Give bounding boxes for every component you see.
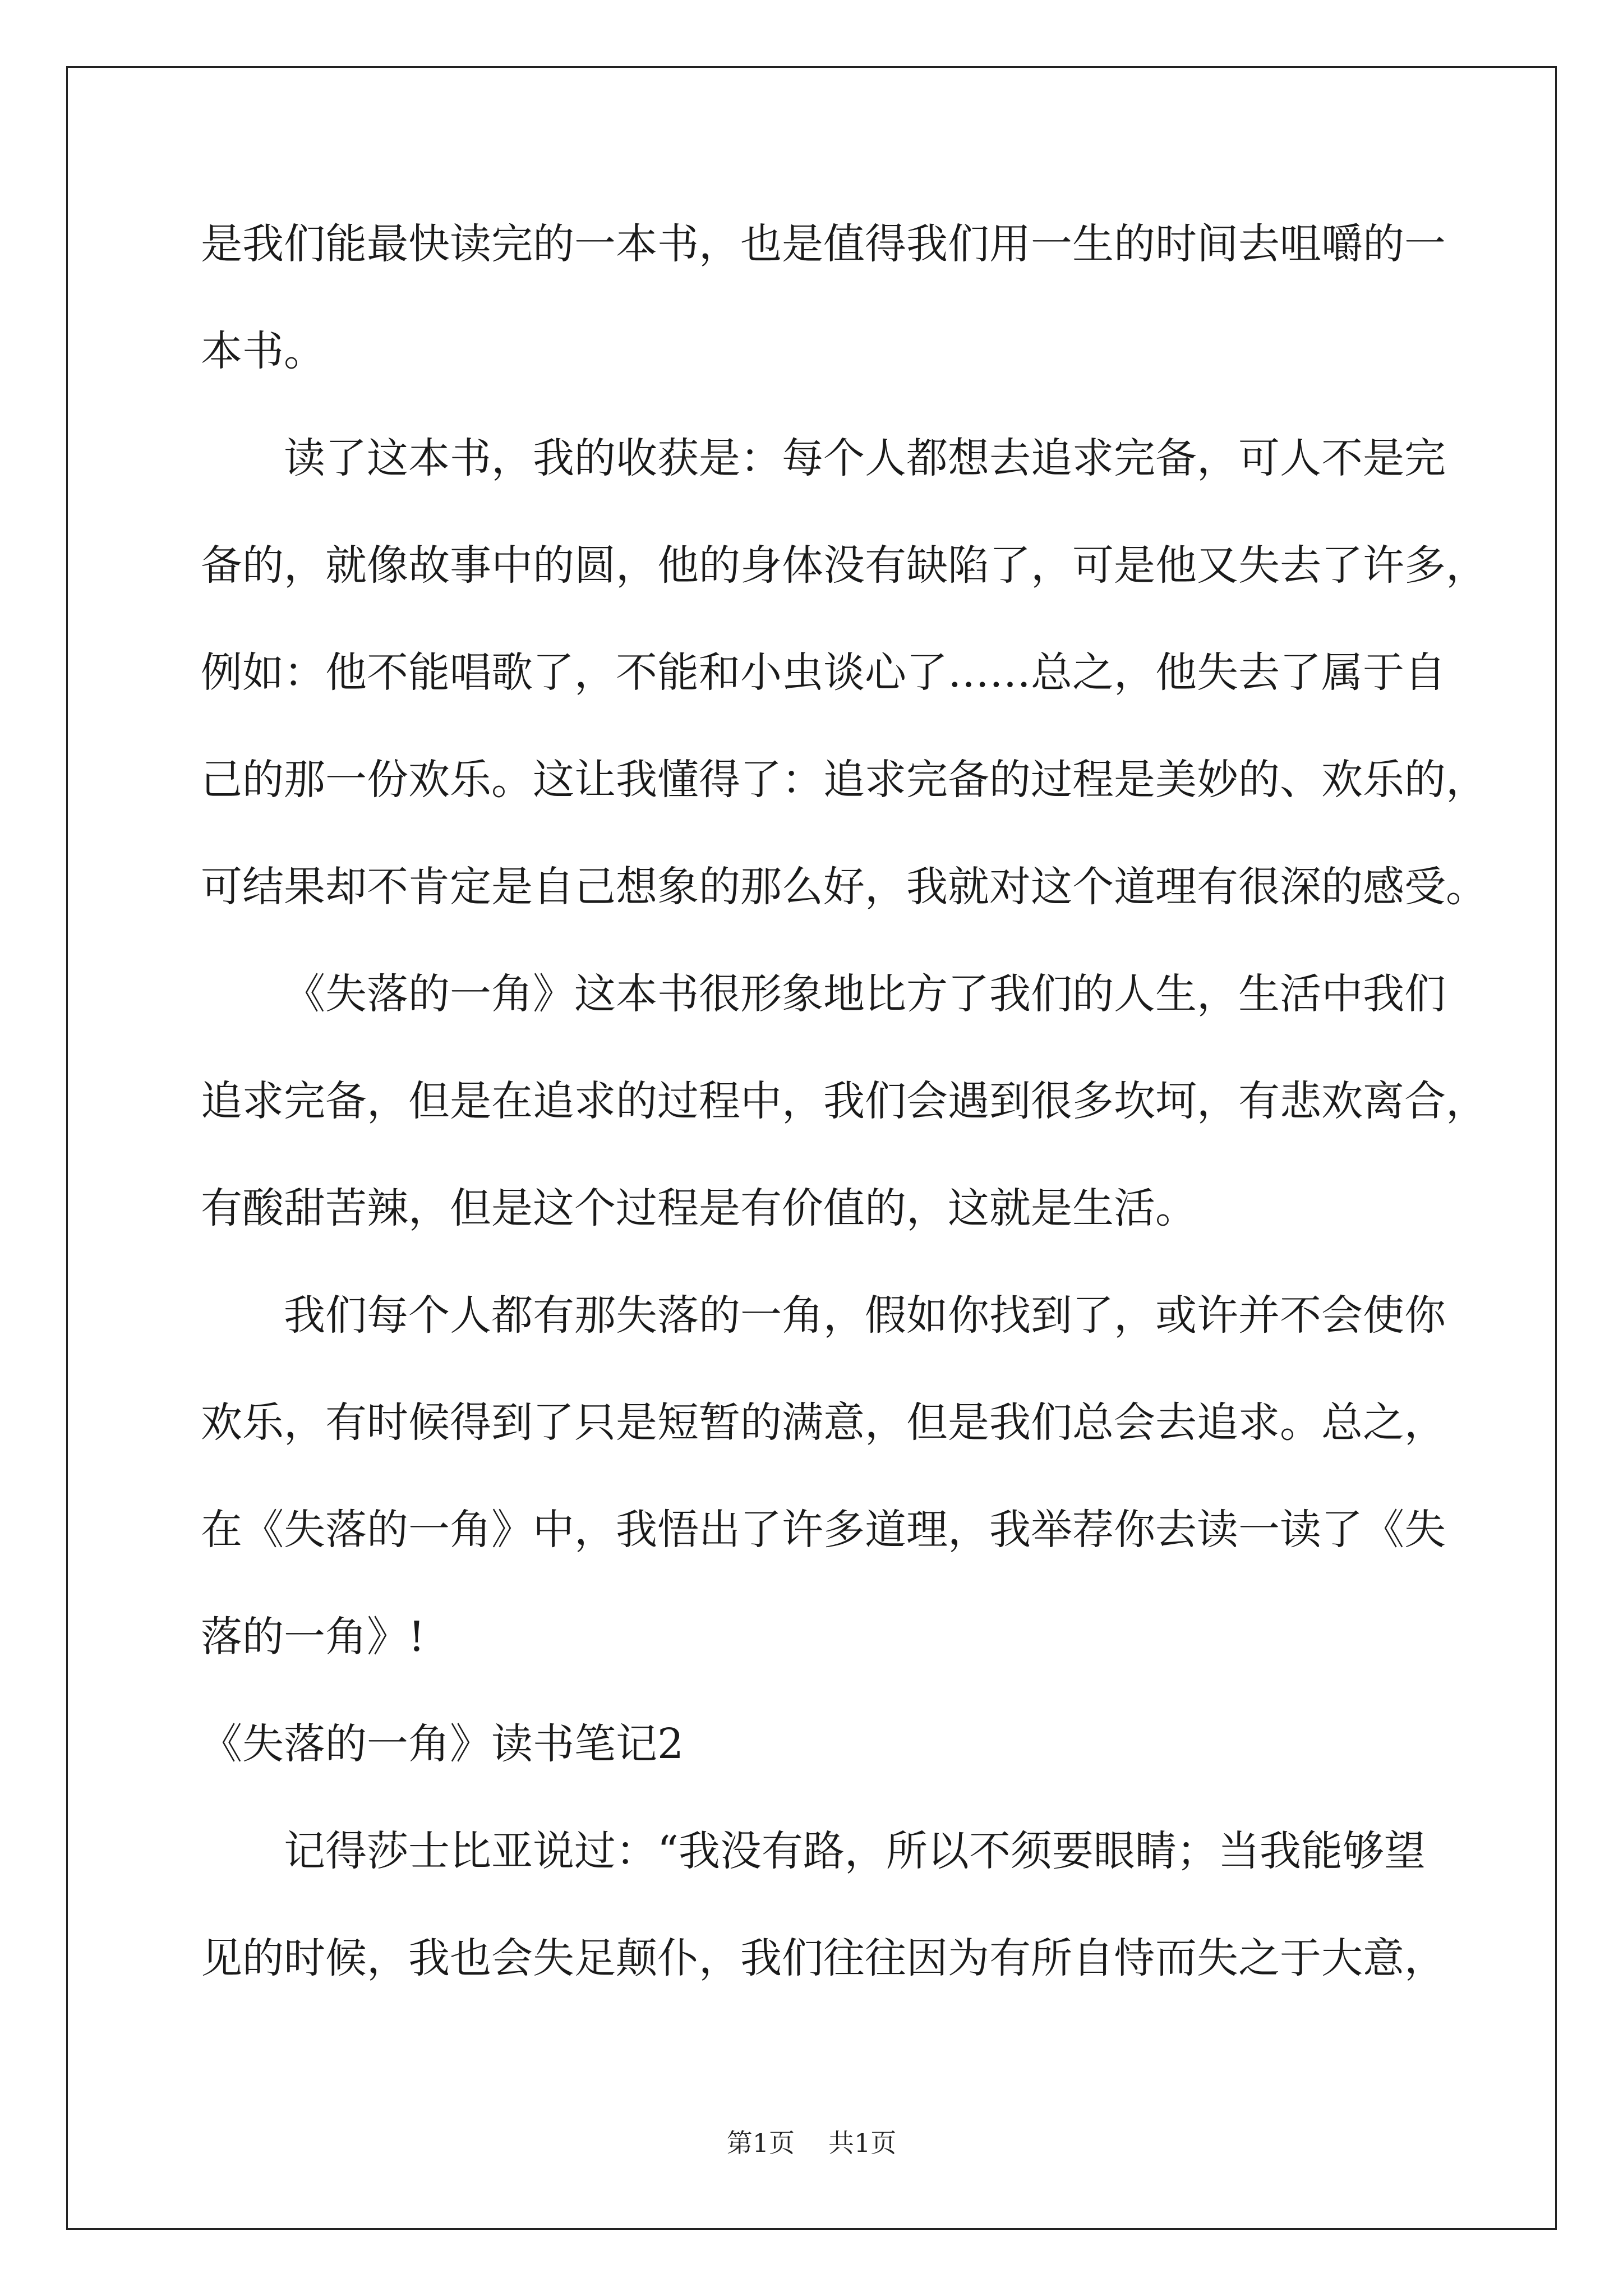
text-line: 己的那一份欢乐。这让我懂得了：追求完备的过程是美妙的、欢乐的，	[201, 756, 1487, 804]
text-line: 本书。	[201, 327, 325, 375]
text-line: 欢乐，有时候得到了只是短暂的满意，但是我们总会去追求。总之，	[201, 1398, 1446, 1447]
paragraph-start-line: 记得莎士比亚说过：“我没有路，所以不须要眼睛；当我能够望	[284, 1827, 1426, 1875]
page-total: 共1页	[828, 2128, 897, 2158]
text-line: 可结果却不肯定是自己想象的那么好，我就对这个道理有很深的感受。	[201, 863, 1487, 911]
paragraph-start-line: 读了这本书，我的收获是：每个人都想去追求完备，可人不是完	[284, 434, 1446, 482]
text-line: 在《失落的一角》中，我悟出了许多道理，我举荐你去读一读了《失	[201, 1506, 1446, 1554]
document-body	[201, 191, 1487, 2012]
text-line: 追求完备，但是在追求的过程中，我们会遇到很多坎坷，有悲欢离合，	[201, 1077, 1487, 1125]
text-line: 是我们能最快读完的一本书，也是值得我们用一生的时间去咀嚼的一	[201, 220, 1446, 268]
text-line: 备的，就像故事中的圆，他的身体没有缺陷了，可是他又失去了许多，	[201, 541, 1487, 590]
page-footer	[0, 2126, 1623, 2160]
paragraph-start-line: 《失落的一角》这本书很形象地比方了我们的人生，生活中我们	[284, 970, 1446, 1018]
section-heading: 《失落的一角》读书笔记2	[201, 1720, 684, 1768]
text-line: 落的一角》!	[201, 1613, 425, 1661]
text-line: 有酸甜苦辣，但是这个过程是有价值的，这就是生活。	[201, 1184, 1197, 1232]
text-line: 见的时候，我也会失足颠仆，我们往往因为有所自恃而失之于大意，	[201, 1934, 1446, 1982]
text-line: 例如：他不能唱歌了，不能和小虫谈心了……总之，他失去了属于自	[201, 648, 1446, 697]
paragraph-start-line: 我们每个人都有那失落的一角，假如你找到了，或许并不会使你	[284, 1291, 1446, 1340]
page-number: 第1页	[726, 2128, 795, 2158]
